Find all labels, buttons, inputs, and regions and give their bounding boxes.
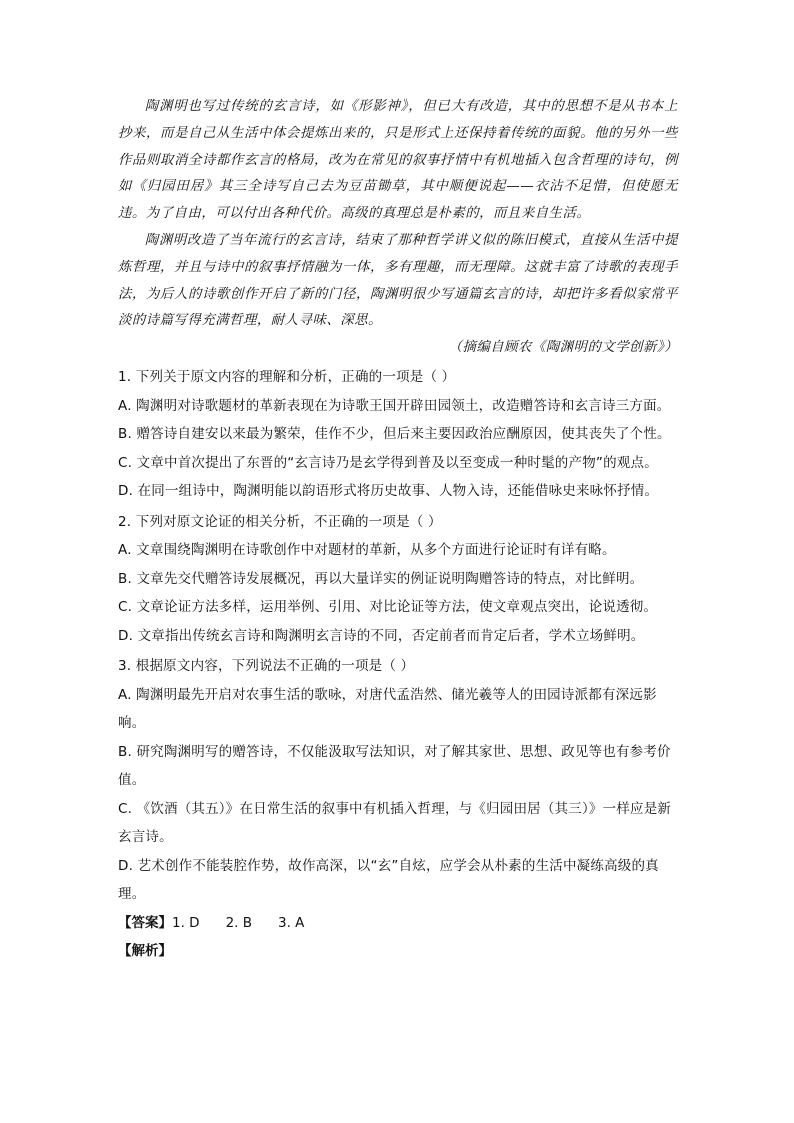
answer-label: 【答案】 (118, 914, 172, 931)
option-d: D. 艺术创作不能装腔作势，故作高深，以“玄”自炫，应学会从朴素的生活中凝练高级的真理。 (118, 857, 659, 903)
option-d: D. 在同一组诗中，陶渊明能以韵语形式将历史故事、人物入诗，还能借咏史来咏怀抒情。 (118, 483, 659, 500)
option-d: D. 文章指出传统玄言诗和陶渊明玄言诗的不同，否定前者而肯定后者，学术立场鲜明。 (118, 627, 645, 644)
analysis-line (118, 937, 678, 966)
option-a: A. 文章围绕陶渊明在诗歌创作中对题材的革新，从多个方面进行论证时有详有略。 (118, 542, 616, 559)
question-stem: 1. 下列关于原文内容的理解和分析，正确的一项是（ ） (118, 369, 456, 386)
option-a: A. 陶渊明对诗歌题材的革新表现在为诗歌王国开辟田园领土，改造赠答诗和玄言诗三方面。 (118, 397, 671, 414)
question-3 (118, 652, 678, 909)
source-citation: （摘编自顾农《陶渊明的文学创新》） (448, 340, 678, 356)
passage-paragraph: 陶渊明也写过传统的玄言诗，如《形影神》，但已大有改造，其中的思想不是从书本上抄来，而是自己从生活中体会提炼出来的，只是形式上还保持着传统的面貌。他的另外一些作品则取消全诗都作玄言的格局，改为在常见的叙事抒情中有机地插入包含哲理的诗句，例如《归园田居》其三全诗写自己去为豆苗锄草，其中顺便说起——衣沾不足惜，但使愿无违。为了自由，可以付出各种代价。高级的真理总是朴素的，而且来自生活。 (118, 99, 678, 222)
option-b: B. 赠答诗自建安以来最为繁荣，佳作不少，但后来主要因政治应酬原因，使其丧失了个性。 (118, 426, 671, 443)
option-c: C. 文章论证方法多样，运用举例、引用、对比论证等方法，使文章观点突出，论说透彻。 (118, 599, 658, 616)
option-c: C. 《饮酒（其五）》在日常生活的叙事中有机插入哲理，与《归园田居（其三）》一样应是新玄言诗。 (118, 800, 672, 846)
option-b: B. 研究陶渊明写的赠答诗，不仅能汲取写法知识，对了解其家世、思想、政见等也有参考价值。 (118, 743, 671, 789)
option-c: C. 文章中首次提出了东晋的“玄言诗乃是玄学得到普及以至变成一种时髦的产物”的观点。 (118, 454, 658, 471)
question-2 (118, 508, 678, 651)
option-a: A. 陶渊明最先开启对农事生活的歌咏，对唐代孟浩然、储光羲等人的田园诗派都有深远影响。 (118, 686, 657, 732)
question-stem: 3. 根据原文内容，下列说法不正确的一项是（ ） (118, 658, 415, 675)
document-page (118, 94, 678, 966)
answer-value: 1. D (172, 914, 200, 931)
answer-value: 3. A (278, 914, 305, 931)
question-1 (118, 363, 678, 506)
passage-paragraph: 陶渊明改造了当年流行的玄言诗，结束了那种哲学讲义似的陈旧模式，直接从生活中提炼哲理，并且与诗中的叙事抒情融为一体，多有理趣，而无理障。这就丰富了诗歌的表现手法，为后人的诗歌创作开启了新的门径，陶渊明很少写通篇玄言的诗，却把许多看似家常平淡的诗篇写得充满哲理，耐人寻味、深思。 (118, 232, 678, 329)
answer-line (118, 909, 678, 938)
answer-value: 2. B (225, 914, 253, 931)
analysis-label: 【解析】 (118, 943, 172, 960)
question-stem: 2. 下列对原文论证的相关分析，不正确的一项是（ ） (118, 513, 442, 530)
option-b: B. 文章先交代赠答诗发展概况，再以大量详实的例证说明陶赠答诗的特点，对比鲜明。 (118, 570, 644, 587)
